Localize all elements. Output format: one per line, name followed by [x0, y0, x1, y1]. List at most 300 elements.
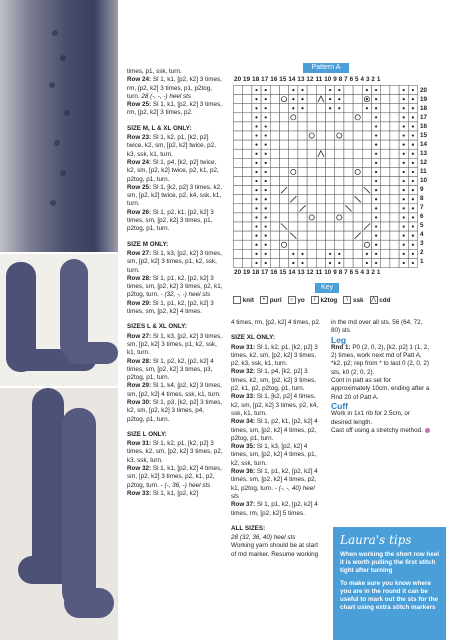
chart-cell — [344, 158, 353, 167]
chart-cell — [353, 95, 362, 104]
chart-cell — [280, 131, 289, 140]
purl-symbol — [329, 89, 331, 91]
chart-cell — [307, 167, 316, 176]
row-text: P0 (2, 0, 2), [k2, p2] 1 (1, 2, 2) times, work next md of Patt A, *k2, p2; rep from * to last 0 (2, 0, 2) sts, k0 (2, 0, 2). — [331, 343, 429, 376]
chart-cell — [280, 149, 289, 158]
chart-row-number: 8 — [420, 195, 424, 202]
chart-cell — [289, 131, 298, 140]
chart-cell — [390, 86, 399, 95]
purl-symbol — [255, 162, 257, 164]
chart-cell — [326, 222, 335, 231]
leg-heading: Leg — [331, 334, 347, 345]
chart-cell — [362, 240, 371, 249]
row-text: Sl 1, p4, [k2, p2] twice, k2, sm, [p2, k2] twice, p2, k1, p2, p2tog, p1, turn. — [127, 158, 219, 183]
continued-text: 4 times, rm, [p2, k2] 4 times, p2. — [231, 319, 321, 326]
chart-cell — [243, 122, 252, 131]
purl-symbol — [301, 89, 303, 91]
purl-symbol — [265, 180, 267, 182]
chart-cell — [326, 177, 335, 186]
chart-cell — [316, 186, 325, 195]
body-text: in the md over all sts. 56 (64, 72, 80) sts — [331, 319, 423, 335]
chart-cell — [243, 186, 252, 195]
chart-cell — [362, 131, 371, 140]
chart-cell — [298, 231, 307, 240]
chart-cell — [234, 249, 243, 258]
purl-symbol — [292, 253, 294, 255]
chart-cell — [298, 222, 307, 231]
end-dot-icon — [425, 428, 430, 433]
purl-symbol — [412, 162, 414, 164]
chart-cell — [298, 140, 307, 149]
purl-symbol — [412, 235, 414, 237]
chart-cell — [335, 222, 344, 231]
chart-cell — [298, 177, 307, 186]
chart-cell — [335, 213, 344, 222]
chart-cell — [270, 177, 279, 186]
chart-cell — [270, 167, 279, 176]
chart-cell — [353, 113, 362, 122]
purl-symbol — [403, 235, 405, 237]
purl-symbol — [255, 189, 257, 191]
chart-cell — [289, 122, 298, 131]
row-label: Rnd 1: — [331, 343, 351, 351]
purl-symbol — [412, 262, 414, 264]
purl-symbol — [412, 207, 414, 209]
chart-cell — [307, 158, 316, 167]
chart-cell — [381, 113, 390, 122]
purl-symbol — [329, 107, 331, 109]
chart-grid — [233, 85, 419, 269]
chart-cell — [234, 186, 243, 195]
chart-cell — [326, 213, 335, 222]
chart-cell — [298, 122, 307, 131]
chart-cell — [270, 149, 279, 158]
cuff-heading: Cuff — [331, 400, 348, 411]
chart-cell — [243, 240, 252, 249]
purl-symbol — [292, 98, 294, 100]
chart-cell — [234, 149, 243, 158]
chart-cell — [243, 204, 252, 213]
row-text: Sl 1, p1, k2, [p2, k2] 4 times, rm, [p2, k2] 5 times. — [231, 501, 318, 517]
stitch-count: 28 (32, 36, 40) heel sts — [231, 534, 296, 542]
chart-cell — [335, 231, 344, 240]
chart-cell — [243, 177, 252, 186]
chart-cell — [270, 222, 279, 231]
chart-cell — [362, 158, 371, 167]
continued-text: times, p1, ssk, turn. — [127, 68, 182, 75]
chart-cell — [344, 167, 353, 176]
chart-cell — [344, 131, 353, 140]
purl-symbol — [412, 116, 414, 118]
row-text: Sl 1, k3, [p2, k2] 3 times, sm, [p2, k2] 3 times, p1, k2, ssk, k1, turn. — [127, 332, 222, 357]
purl-symbol — [375, 235, 377, 237]
purl-symbol — [403, 134, 405, 136]
purl-symbol — [412, 107, 414, 109]
chart-cell — [353, 167, 362, 176]
chart-cell — [307, 122, 316, 131]
photo-strip — [0, 0, 118, 640]
chart-cell — [390, 177, 399, 186]
purl-symbol — [403, 162, 405, 164]
chart-cell — [280, 95, 289, 104]
purl-symbol — [412, 98, 414, 100]
chart-cell — [326, 113, 335, 122]
chart-cell — [390, 113, 399, 122]
row-text: Sl 1, p3, [k2, p2] 3 times, k2, sm, [p2, k2] 3 times, p4, p2tog, p1, turn. — [127, 398, 223, 423]
chart-cell — [326, 140, 335, 149]
purl-symbol — [329, 98, 331, 100]
chart-cell — [362, 177, 371, 186]
purl-symbol — [265, 116, 267, 118]
chart-cell — [307, 249, 316, 258]
chart-cell — [316, 158, 325, 167]
purl-symbol — [255, 153, 257, 155]
chart-cell — [335, 113, 344, 122]
socks-full-photo — [0, 388, 118, 640]
chart-cell — [353, 213, 362, 222]
chart-cell — [390, 213, 399, 222]
chart-cell — [326, 167, 335, 176]
row-text: Sl 1, k3, [p2, k2] 4 times, sm, [p2, k2] 4 times, p1, k2, ssk, turn. — [231, 443, 317, 467]
chart-cell — [280, 204, 289, 213]
purl-symbol — [265, 216, 267, 218]
purl-symbol — [412, 244, 414, 246]
chart-cell — [307, 231, 316, 240]
chart-cell — [298, 113, 307, 122]
purl-symbol — [375, 98, 377, 100]
knit-key-swatch — [233, 296, 241, 304]
row-label: Row 30: — [127, 398, 152, 406]
chart-cell — [353, 186, 362, 195]
row-label: Row 27: — [127, 332, 152, 340]
chart-cell — [270, 95, 279, 104]
purl-symbol — [265, 98, 267, 100]
purl-symbol — [412, 171, 414, 173]
chart-cell — [381, 186, 390, 195]
key-label: k2tog — [318, 296, 338, 304]
chart-cell — [381, 240, 390, 249]
body-text: Work in 1x1 rib for 2.5cm, or desired length. — [331, 410, 410, 426]
row-label: Row 32: — [231, 368, 256, 376]
purl-symbol — [255, 180, 257, 182]
chart-cell — [298, 167, 307, 176]
section-heading: SIZE M ONLY: — [127, 240, 169, 248]
row-text: Sl 1, k1, [p2, k2] 4 times, sm, [p2, k2] 3 times, p2, k1, p2, p2tog, turn. — [127, 465, 222, 489]
tips-box — [333, 527, 446, 640]
purl-symbol — [265, 235, 267, 237]
stitch-count: - (-, -, 40) heel sts — [231, 484, 315, 500]
chart-cell — [335, 195, 344, 204]
chart-cell — [243, 213, 252, 222]
chart-cell — [280, 240, 289, 249]
chart-cell — [335, 140, 344, 149]
tips-title: Laura's tips — [340, 533, 412, 547]
purl-symbol — [338, 253, 340, 255]
purl-symbol — [375, 89, 377, 91]
chart-cell — [280, 249, 289, 258]
ssk-key-swatch: \ — [343, 296, 351, 304]
purl-symbol — [412, 198, 414, 200]
chart-cell — [234, 113, 243, 122]
chart-cell — [344, 213, 353, 222]
chart-cell — [335, 204, 344, 213]
chart-cell — [381, 195, 390, 204]
chart-cell — [234, 195, 243, 204]
chart-cell — [280, 167, 289, 176]
chart-cell — [316, 213, 325, 222]
chart-row-number: 15 — [420, 132, 428, 139]
chart-cell — [390, 186, 399, 195]
chart-cell — [234, 131, 243, 140]
chart-cell — [280, 113, 289, 122]
chart-cell — [270, 158, 279, 167]
chart-row-numbers — [420, 86, 427, 266]
chart-cell — [316, 167, 325, 176]
chart-cell — [335, 167, 344, 176]
chart-cell — [390, 195, 399, 204]
purl-symbol — [375, 107, 377, 109]
chart-cell — [316, 258, 325, 267]
section-heading: SIZE M, L & XL ONLY: — [127, 124, 192, 132]
purl-symbol — [403, 207, 405, 209]
purl-symbol — [265, 171, 267, 173]
chart-cell — [344, 195, 353, 204]
purl-symbol — [412, 134, 414, 136]
row-label: Row 31: — [127, 440, 152, 448]
sock-closeup-photo — [0, 0, 118, 252]
chart-cell — [316, 195, 325, 204]
row-label: Row 27: — [127, 249, 152, 257]
purl-symbol — [255, 134, 257, 136]
row-label: Row 26: — [127, 208, 152, 216]
purl-symbol — [375, 207, 377, 209]
chart-cell — [234, 177, 243, 186]
chart-cell — [298, 195, 307, 204]
purl-symbol — [265, 189, 267, 191]
chart-cell — [289, 140, 298, 149]
cdd-key-swatch: ⋀ — [371, 297, 376, 303]
chart-cell — [390, 122, 399, 131]
chart-cell — [234, 140, 243, 149]
body-text: Cast off using a stretchy method. — [331, 426, 423, 434]
chart-cell — [270, 195, 279, 204]
purl-symbol — [403, 107, 405, 109]
purl-symbol — [403, 98, 405, 100]
chart-cell — [344, 177, 353, 186]
chart-cell — [390, 167, 399, 176]
chart-cell — [344, 249, 353, 258]
key-label: purl — [267, 296, 282, 304]
chart-cell — [280, 140, 289, 149]
chart-cell — [298, 213, 307, 222]
chart-cell — [362, 213, 371, 222]
chart-cell — [353, 222, 362, 231]
purl-symbol — [301, 107, 303, 109]
chart-cell — [289, 240, 298, 249]
chart-cell — [243, 158, 252, 167]
chart-cell — [344, 104, 353, 113]
chart-cell — [243, 258, 252, 267]
chart-cell — [234, 204, 243, 213]
chart-cell — [243, 195, 252, 204]
row-text: Sl 1, p1, k2, [p2, k2] 4 times, sm, [p2, k2] 4 times, p2, k1, p2tog, turn. — [231, 468, 318, 492]
chart-cell — [307, 213, 316, 222]
row-label: Row 31: — [231, 343, 256, 351]
purl-symbol — [375, 189, 377, 191]
chart-cell — [326, 195, 335, 204]
chart-cell — [270, 131, 279, 140]
chart-cell — [243, 231, 252, 240]
chart-cell — [316, 204, 325, 213]
chart-cell — [344, 231, 353, 240]
chart-cell — [307, 149, 316, 158]
chart-cell — [344, 140, 353, 149]
purl-symbol — [301, 262, 303, 264]
purl-symbol — [403, 153, 405, 155]
chart-row-number: 19 — [420, 96, 428, 103]
purl-symbol — [255, 262, 257, 264]
chart-cell — [335, 240, 344, 249]
chart-cell — [381, 122, 390, 131]
chart-cell — [316, 240, 325, 249]
purl-symbol — [375, 180, 377, 182]
body-text: Cont in patt as set for approximately 10cm, ending after a Rnd 20 of Patt A. — [331, 377, 430, 401]
row-label: Row 28: — [127, 357, 152, 365]
chart-row-number: 16 — [420, 123, 428, 130]
row-text: Sl 1, p2, k1, [p2, k2] 4 times, sm, [p2, k2] 4 times, p2, p2tog, p1, turn. — [231, 418, 318, 442]
chart-column-numbers-top: 20 19 18 17 16 15 14 13 12 11 10 9 8 7 6 5 4 3 2 1 — [234, 76, 381, 83]
purl-symbol — [375, 244, 377, 246]
purl-symbol — [292, 262, 294, 264]
chart-cell — [381, 131, 390, 140]
chart-cell — [307, 240, 316, 249]
chart-cell — [234, 104, 243, 113]
chart-cell — [243, 104, 252, 113]
chart-cell — [243, 113, 252, 122]
chart-cell — [270, 213, 279, 222]
key-banner: Key — [315, 283, 339, 293]
chart-cell — [381, 231, 390, 240]
purl-symbol — [265, 207, 267, 209]
purl-symbol — [412, 225, 414, 227]
chart-cell — [362, 140, 371, 149]
chart-cell — [353, 131, 362, 140]
row-label: Row 36: — [231, 468, 256, 476]
purl-symbol — [412, 180, 414, 182]
chart-cell — [298, 131, 307, 140]
chart-cell — [381, 167, 390, 176]
chart-column-numbers-bottom: 20 19 18 17 16 15 14 13 12 11 10 9 8 7 6 5 4 3 2 1 — [234, 269, 381, 276]
purl-symbol — [403, 253, 405, 255]
row-label: Row 29: — [127, 299, 152, 307]
chart-cell — [243, 95, 252, 104]
row-text: Sl 1, k4, [p2, k2] 3 times, sm, [p2, k2] 4 times, ssk, k1, turn. — [127, 382, 222, 398]
purl-symbol — [265, 244, 267, 246]
purl-symbol — [292, 89, 294, 91]
chart-cell — [381, 258, 390, 267]
chart-cell — [390, 240, 399, 249]
chart-row-number: 20 — [420, 87, 428, 94]
purl-symbol — [329, 253, 331, 255]
chart-cell — [326, 131, 335, 140]
chart-cell — [243, 86, 252, 95]
chart-row-number: 2 — [420, 249, 424, 256]
chart-cell — [335, 131, 344, 140]
purl-symbol — [412, 189, 414, 191]
row-text: Sl 1, k2, p1, [k2, p2] 3 times, k2, sm, [p2, k2] 3 times, p2, k3, ssk, turn. — [127, 440, 223, 464]
chart-cell — [362, 149, 371, 158]
chart-cell — [390, 258, 399, 267]
chart-cell — [298, 240, 307, 249]
chart-cell — [280, 177, 289, 186]
chart-cell — [289, 177, 298, 186]
chart-cell — [234, 167, 243, 176]
chart-cell — [270, 86, 279, 95]
purl-symbol — [265, 125, 267, 127]
chart-cell — [344, 86, 353, 95]
chart-cell — [243, 249, 252, 258]
k2tog-key-swatch: / — [311, 296, 319, 304]
chart-cell — [316, 131, 325, 140]
chart-cell — [289, 213, 298, 222]
chart-cell — [234, 258, 243, 267]
key-label: ssk — [351, 296, 364, 304]
row-text: Sl 1, k1, [p2, k2] 3 times, rm, [p2, k2] 3 times, p2. — [127, 101, 222, 117]
row-text: Sl 1, p2, k1, [p2, k2] 3 times, sm, [p2, k2] 3 times, p1, p2tog, p1, turn. — [127, 208, 214, 233]
chart-cell — [344, 122, 353, 131]
chart-cell — [243, 222, 252, 231]
chart-cell — [335, 149, 344, 158]
chart-cell — [307, 113, 316, 122]
chart-cell — [353, 122, 362, 131]
chart-cell — [316, 113, 325, 122]
chart-cell — [234, 231, 243, 240]
chart-cell — [326, 186, 335, 195]
chart-cell — [298, 158, 307, 167]
chart-cell — [353, 204, 362, 213]
chart-row-number: 1 — [420, 258, 424, 265]
chart-cell — [270, 204, 279, 213]
chart-cell — [280, 86, 289, 95]
chart-row-number: 3 — [420, 240, 424, 247]
chart-cell — [316, 222, 325, 231]
chart-cell — [280, 213, 289, 222]
purl-symbol — [255, 207, 257, 209]
chart-cell — [390, 95, 399, 104]
purl-key-swatch: • — [260, 296, 268, 304]
chart-cell — [270, 104, 279, 113]
chart-cell — [307, 95, 316, 104]
purl-symbol — [255, 171, 257, 173]
purl-symbol — [366, 107, 368, 109]
purl-symbol — [412, 253, 414, 255]
purl-symbol — [338, 107, 340, 109]
purl-symbol — [375, 162, 377, 164]
chart-row-number: 18 — [420, 105, 428, 112]
chart-cell — [390, 222, 399, 231]
purl-symbol — [255, 216, 257, 218]
chart-cell — [381, 222, 390, 231]
chart-cell — [280, 195, 289, 204]
chart-cell — [280, 104, 289, 113]
chart-cell — [390, 204, 399, 213]
purl-symbol — [375, 153, 377, 155]
purl-symbol — [255, 225, 257, 227]
chart-cell — [362, 195, 371, 204]
chart-cell — [307, 140, 316, 149]
chart-row-number: 14 — [420, 141, 428, 148]
purl-symbol — [403, 89, 405, 91]
